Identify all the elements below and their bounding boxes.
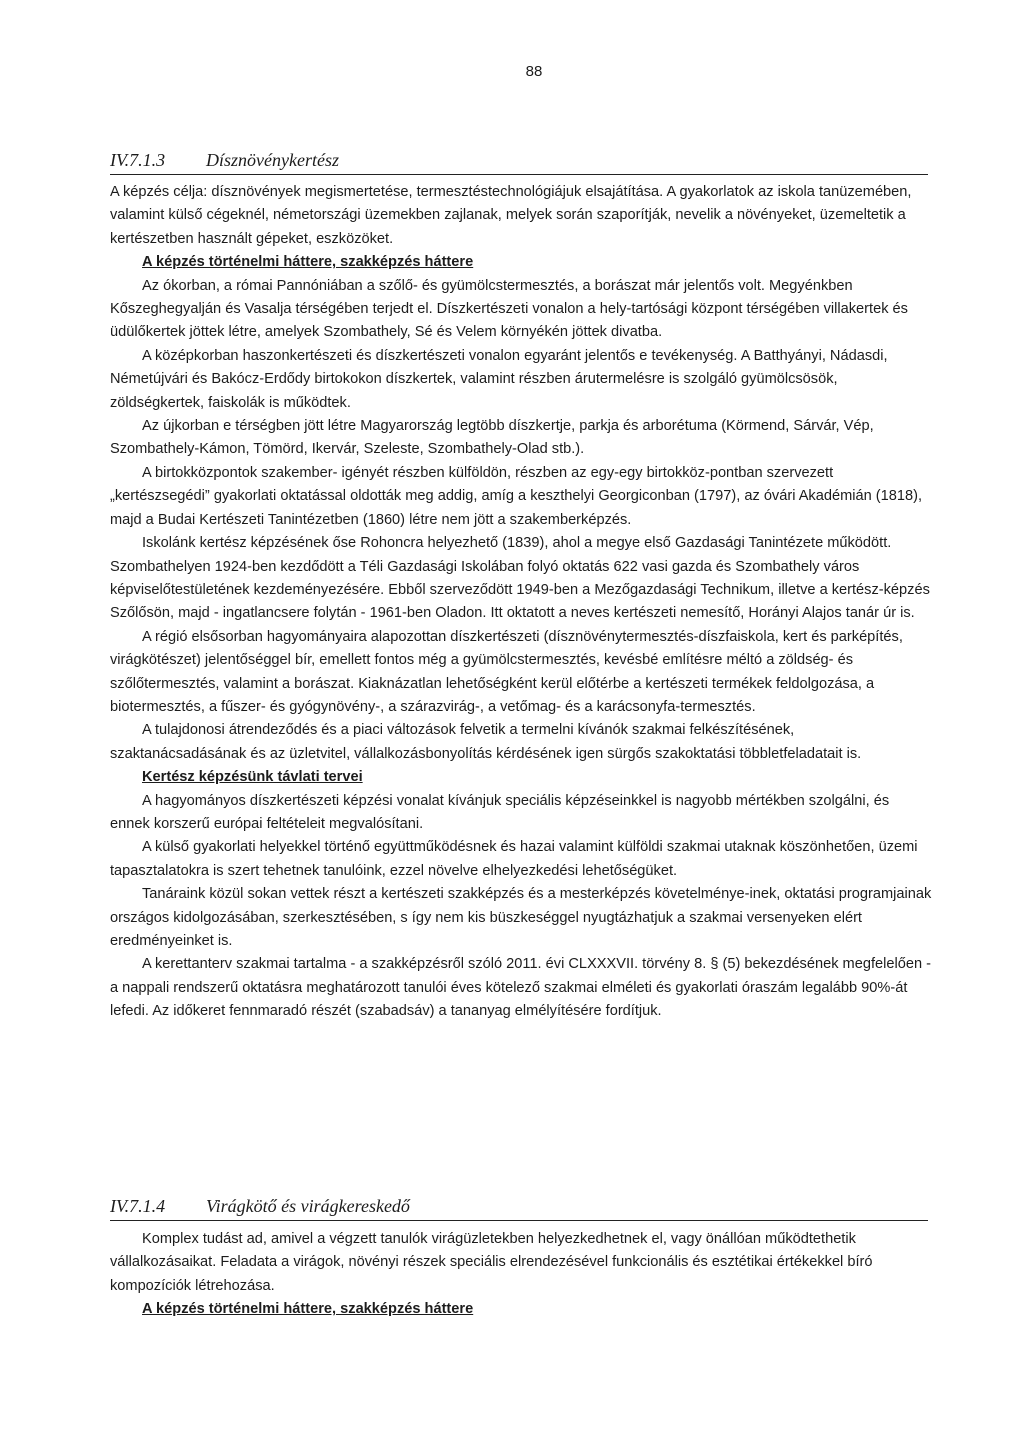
section-title: Virágkötő és virágkereskedő bbox=[206, 1196, 410, 1216]
paragraph: Tanáraink közül sokan vettek részt a kertészeti szakképzés és a mesterképzés követelménye-inek, oktatási programjainak országos kidolgozásában, szerkesztésében, s így nem kis büszkeséggel nyugtázhatjuk a szakmai versenyeken elért eredményeinket is. bbox=[110, 886, 932, 949]
intro-paragraph: A képzés célja: dísznövények megismertetése, termesztéstechnológiájuk elsajátítása. A gyakorlatok az iskola tanüzemében, valamint külső cégeknél, németországi üzemekben zajlanak, melyek során szaporítják, nevelik a növényeket, üzemeltetik a kertészetben használt gépeket, eszközöket. bbox=[110, 184, 912, 247]
paragraph: Az ókorban, a római Pannóniában a szőlő- és gyümölcstermesztés, a borászat már jelentős volt. Megyénkben Kőszeghegyalján és Vasalja térségében terjedt el. Díszkertészeti vonalon a hely-tartósági központ térségében villakertek és üdülőkertek jöttek létre, amelyek Szombathely, Sé és Velem környékén jöttek divatba. bbox=[110, 277, 908, 341]
section-number: IV.7.1.3 bbox=[110, 150, 166, 170]
subheading-history: A képzés történelmi háttere, szakképzés háttere bbox=[142, 1301, 474, 1318]
paragraph: A középkorban haszonkertészeti és díszkertészeti vonalon egyaránt jelentős e tevékenység. A Batthyányi, Nádasdi, Németújvári és Bakócz-Erdődy birtokokon díszkertek, valamint részben árutermelésre is szolgáló gyümölcsösök, zöldségkertek, faiskolák is működtek. bbox=[110, 347, 888, 411]
section-heading bbox=[110, 150, 928, 175]
page-number: 88 bbox=[525, 63, 543, 80]
paragraph: Iskolánk kertész képzésének őse Rohoncra helyezhető (1839), ahol a megye első Gazdasági Tanintézete működött. Szombathelyen 1924-ben kezdődött a Téli Gazdasági Iskolában folyó oktatás 622 vasi gazda és Szombathely város képviselőtestületének kezdeményezésére. Ebből szerveződött 1949-ben a Mezőgazdasági Technikum, illetve a kertész-képzés Szőlősön, majd - ingatlancsere folytán - 1961-ben Oladon. Itt oktatott a neves kertészeti nemesítő, Horányi Alajos tanár úr is. bbox=[110, 535, 930, 622]
subheading-history: A képzés történelmi háttere, szakképzés háttere bbox=[142, 254, 474, 271]
section-body bbox=[110, 181, 932, 1024]
section-body bbox=[110, 1228, 932, 1322]
paragraph: A régió elsősorban hagyományaira alapozottan díszkertészeti (dísznövénytermesztés-díszfaiskola, kert és parképítés, virágkötészet) jelentőséggel bír, emellett fontos még a gyümölcstermesztés, kevésbé említésre méltó a zöldség- és szőlőtermesztés, valamint a borászat. Kiaknázatlan lehetőségként kerül előtérbe a kertészeti termékek feldolgozása, a biotermesztés, a fűszer- és gyógynövény-, a szárazvirág-, a vetőmag- és a karácsonyfa-termesztés. bbox=[110, 628, 903, 715]
paragraph: A hagyományos díszkertészeti képzési vonalat kívánjuk speciális képzéseinkkel is nagyobb mértékben szolgálni, és ennek korszerű európai feltételeit megvalósítani. bbox=[110, 792, 890, 832]
section-number: IV.7.1.4 bbox=[110, 1196, 166, 1216]
section-heading bbox=[110, 1196, 928, 1221]
paragraph: A birtokközpontok szakember- igényét részben külföldön, részben az egy-egy birtokköz-pontban szervezett „kertészsegédi” gyakorlati oktatással oldották meg addig, amíg a keszthelyi Georgiconban (1797), az óvári Akadémián (1818), majd a Budai Kertészeti Tanintézetben (1860) létre nem jött a szakemberképzés. bbox=[110, 464, 923, 528]
paragraph: A tulajdonosi átrendeződés és a piaci változások felvetik a termelni kívánók szakmai felkészítésének, szaktanácsadásának és az üzletvitel, vállalkozásbonyolítás kérdésének igen sürgős szakoktatási többletfeladatait is. bbox=[110, 722, 862, 762]
subheading-plans: Kertész képzésünk távlati tervei bbox=[142, 769, 363, 786]
section-title: Dísznövénykertész bbox=[206, 150, 339, 170]
intro-paragraph: Komplex tudást ad, amivel a végzett tanulók virágüzletekben helyezkedhetnek el, vagy önállóan működtethetik vállalkozásaikat. Feladata a virágok, növényi részek speciális elrendezésével funkcionális és esztétikai értékekkel bíró kompozíciók létrehozása. bbox=[110, 1231, 873, 1294]
paragraph: A kerettanterv szakmai tartalma - a szakképzésről szóló 2011. évi CLXXXVII. törvény 8. § (5) bekezdésének megfelelően - a nappali rendszerű oktatásra meghatározott tanulói éves kötelező szakmai elméleti és gyakorlati óraszám legalább 90%-át lefedi. Az időkeret fennmaradó részét (szabadsáv) a tananyag elmélyítésére fordítjuk. bbox=[110, 956, 931, 1020]
paragraph: A külső gyakorlati helyekkel történő együttműködésnek és hazai valamint külföldi szakmai utaknak köszönhetően, üzemi tapasztalatokra is szert tehetnek tanulóink, ezzel növelve elhelyezkedési lehetőségüket. bbox=[110, 839, 918, 879]
paragraph: Az újkorban e térségben jött létre Magyarország legtöbb díszkertje, parkja és arborétuma (Körmend, Sárvár, Vép, Szombathely-Kámon, Tömörd, Ikervár, Szeleste, Szombathely-Olad stb.). bbox=[110, 418, 874, 458]
